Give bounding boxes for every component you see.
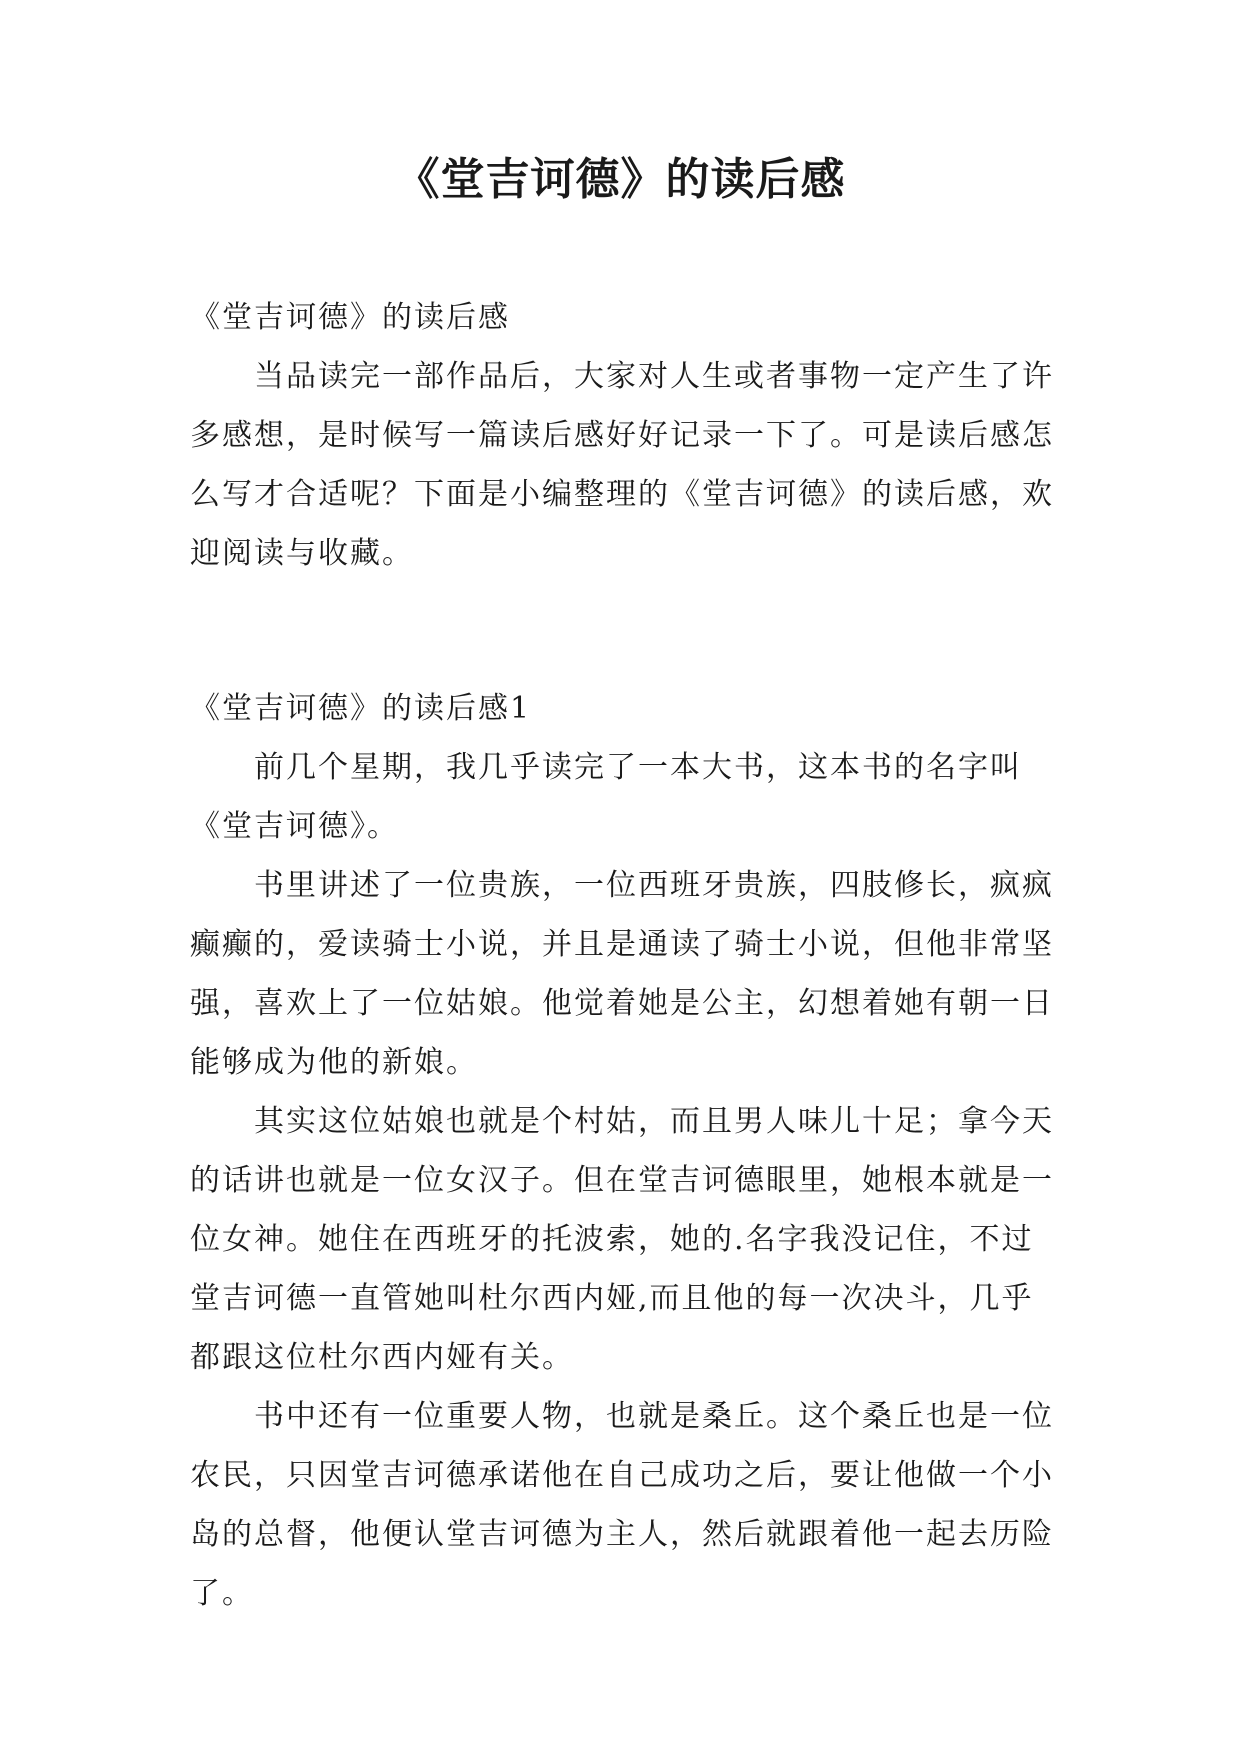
intro-heading: 《堂吉诃德》的读后感 — [190, 300, 510, 335]
section1-paragraph-4: 书中还有一位重要人物，也就是桑丘。这个桑丘也是一位农民，只因堂吉诃德承诺他在自己成功之后，要让他做一个小岛的总督，他便认堂吉诃德为主人，然后就跟着他一起去历险了。 — [190, 1399, 1054, 1611]
section1-paragraph-2: 书里讲述了一位贵族，一位西班牙贵族，四肢修长，疯疯癫癫的，爱读骑士小说，并且是通读了骑士小说，但他非常坚强，喜欢上了一位姑娘。他觉着她是公主，幻想着她有朝一日能够成为他的新娘。 — [190, 868, 1054, 1080]
section-spacer — [190, 583, 1060, 679]
intro-paragraph: 当品读完一部作品后，大家对人生或者事物一定产生了许多感想，是时候写一篇读后感好好记录一下了。可是读后感怎么写才合适呢？下面是小编整理的《堂吉诃德》的读后感，欢迎阅读与收藏。 — [190, 359, 1054, 571]
document-title: 《堂吉诃德》的读后感 — [395, 154, 846, 205]
section1-heading: 《堂吉诃德》的读后感1 — [190, 691, 532, 726]
section1-paragraph-1: 前几个星期，我几乎读完了一本大书，这本书的名字叫《堂吉诃德》。 — [190, 750, 1022, 844]
section1-paragraph-3: 其实这位姑娘也就是个村姑，而且男人味儿十足；拿今天的话讲也就是一位女汉子。但在堂吉诃德眼里，她根本就是一位女神。她住在西班牙的托波索，她的.名字我没记住，不过堂吉诃德一直管她叫杜尔西内娅,而且他的每一次决斗，几乎都跟这位杜尔西内娅有关。 — [190, 1104, 1054, 1375]
document-body — [190, 288, 1060, 1623]
